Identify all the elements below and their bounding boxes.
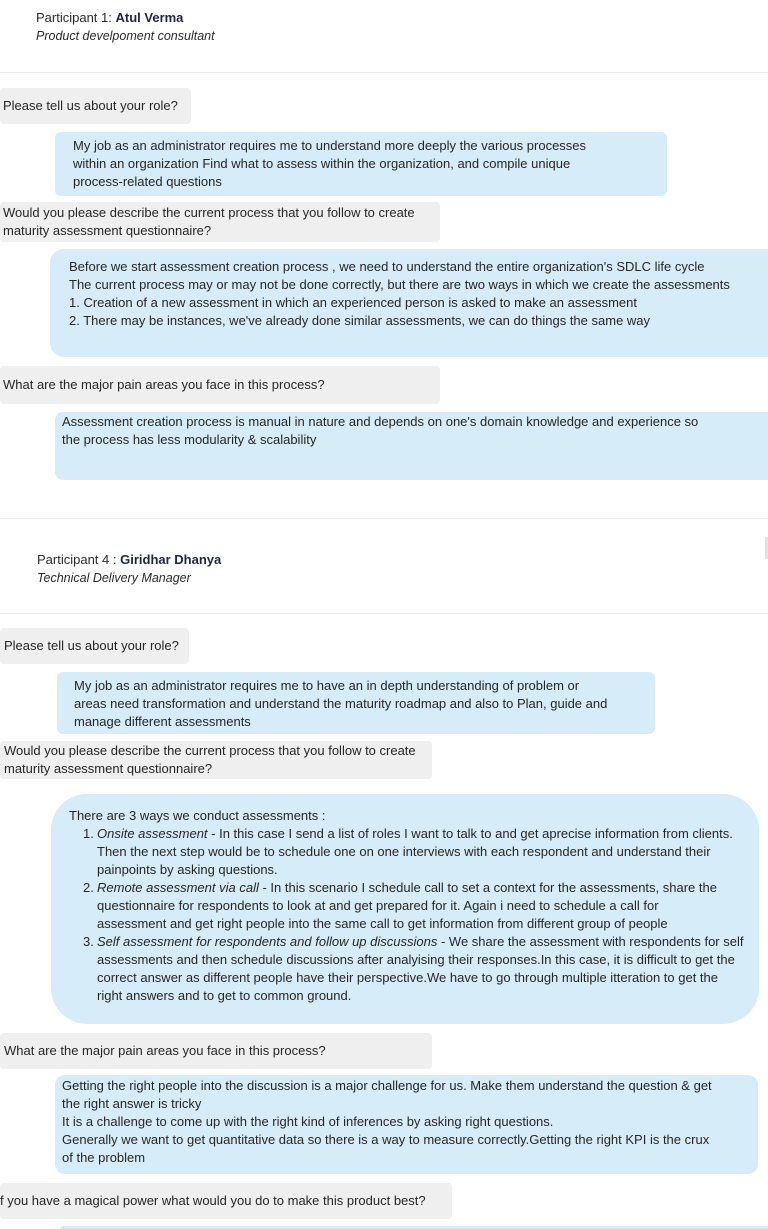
list-number: 1.: [83, 826, 94, 841]
question-line: f you have a magical power what would you do to make this product best?: [0, 1193, 426, 1208]
question-bubble: [0, 1033, 432, 1069]
participant-1-label: Participant 1:: [36, 10, 116, 25]
answer-line: Generally we want to get quantitative data so there is a way to measure correctly.Getting the right KPI is the crux: [62, 1132, 710, 1147]
list-item-line: correct answer as different people have their perspective.We have to go through multiple itteration to get the: [97, 970, 718, 985]
list-item-line: assessment and get right people into the same call to get information from different group of people: [97, 916, 668, 931]
question-bubble: [0, 1183, 452, 1219]
answer-line: It is a challenge to come up with the right kind of inferences by asking right questions.: [62, 1114, 554, 1129]
answer-line: Getting the right people into the discussion is a major challenge for us. Make them understand the question & get: [62, 1078, 712, 1093]
answer-line: Before we start assessment creation process , we need to understand the entire organization's SDLC life cycle: [69, 259, 705, 274]
participant-4-label: Participant 4 :: [37, 552, 121, 567]
answer-line: 1. Creation of a new assessment in which an experienced person is asked to make an assessment: [69, 295, 637, 310]
answer-line: The current process may or may not be done correctly, but there are two ways in which we create the assessments: [69, 277, 730, 292]
answer-bubble: [55, 1075, 758, 1174]
list-item: [69, 879, 759, 933]
assessment-methods-list: [69, 825, 759, 1005]
question-line: What are the major pain areas you face in this process?: [3, 377, 325, 392]
list-item-line: assessments and then schedule discussions after analyising their responses.In this case, it is difficult to get the: [97, 952, 735, 967]
list-item: [69, 825, 759, 879]
participant-1-title: Product develpoment consultant: [36, 29, 215, 43]
participant-1-name: Atul Verma: [115, 10, 184, 25]
participant-4-title: Technical Delivery Manager: [37, 571, 191, 585]
list-item-lead: Self assessment for respondents and follow up discussions: [97, 934, 438, 949]
answer-bubble: [57, 672, 655, 734]
participant-4-name: Giridhar Dhanya: [120, 552, 222, 567]
answer-line: process-related questions: [73, 174, 222, 189]
answer-line: Assessment creation process is manual in nature and depends on one's domain knowledge and experience so: [62, 414, 699, 429]
answer-line: 2. There may be instances, we've already done similar assessments, we can do things the same way: [69, 313, 651, 328]
list-item: [69, 933, 759, 1005]
question-line: maturity assessment questionnaire?: [4, 761, 213, 776]
answer-line: areas need transformation and understand the maturity roadmap and also to Plan, guide and: [74, 696, 608, 711]
list-item-lead: Remote assessment via call: [97, 880, 259, 895]
answer-line: manage different assessments: [74, 714, 251, 729]
question-bubble: [0, 202, 440, 242]
question-bubble: [0, 628, 189, 664]
question-line: What are the major pain areas you face in this process?: [4, 1043, 326, 1058]
question-line: maturity assessment questionnaire?: [3, 223, 212, 238]
question-line: Would you please describe the current process that you follow to create: [3, 205, 415, 220]
answer-line: My job as an administrator requires me to have an in depth understanding of problem or: [74, 678, 580, 693]
answer-bubble: [50, 249, 768, 357]
question-bubble: [0, 741, 432, 779]
list-item-lead: Onsite assessment: [97, 826, 208, 841]
answer-intro: There are 3 ways we conduct assessments :: [69, 808, 326, 823]
list-item-text: - In this scenario I schedule call to set a context for the assessments, share the: [258, 880, 717, 895]
answer-bubble: [51, 794, 759, 1024]
answer-line: the right answer is tricky: [62, 1096, 202, 1111]
divider: [0, 72, 768, 73]
list-item-text: - We share the assessment with respondents for self: [437, 934, 744, 949]
question-bubble: [0, 88, 191, 124]
answer-line: My job as an administrator requires me to understand more deeply the various processes: [73, 138, 587, 153]
list-item-text: - In this case I send a list of roles I want to talk to and get aprecise information from clients.: [207, 826, 733, 841]
list-item-line: questionnaire for respondents to look at and get prepared for it. Again i need to schedule a call for: [97, 898, 659, 913]
list-item-line: Then the next step would be to schedule one on one interviews with each respondent and understand their: [97, 844, 711, 859]
question-line: Please tell us about your role?: [3, 98, 178, 113]
answer-line: of the problem: [62, 1150, 146, 1165]
answer-line: within an organization Find what to assess within the organization, and compile unique: [73, 156, 571, 171]
divider: [0, 613, 768, 614]
list-number: 2.: [83, 880, 94, 895]
participant-4-header: [37, 551, 221, 568]
list-item-line: painpoints by asking questions.: [97, 862, 278, 877]
question-line: Please tell us about your role?: [4, 638, 179, 653]
answer-bubble: [55, 412, 768, 480]
list-number: 3.: [83, 934, 94, 949]
question-bubble: [0, 366, 440, 404]
participant-1-header: [36, 9, 183, 26]
answer-bubble: [55, 132, 667, 196]
question-line: Would you please describe the current process that you follow to create: [4, 743, 416, 758]
answer-line: the process has less modularity & scalability: [62, 432, 317, 447]
divider: [0, 518, 768, 519]
list-item-line: right answers and to get to common ground.: [97, 988, 352, 1003]
